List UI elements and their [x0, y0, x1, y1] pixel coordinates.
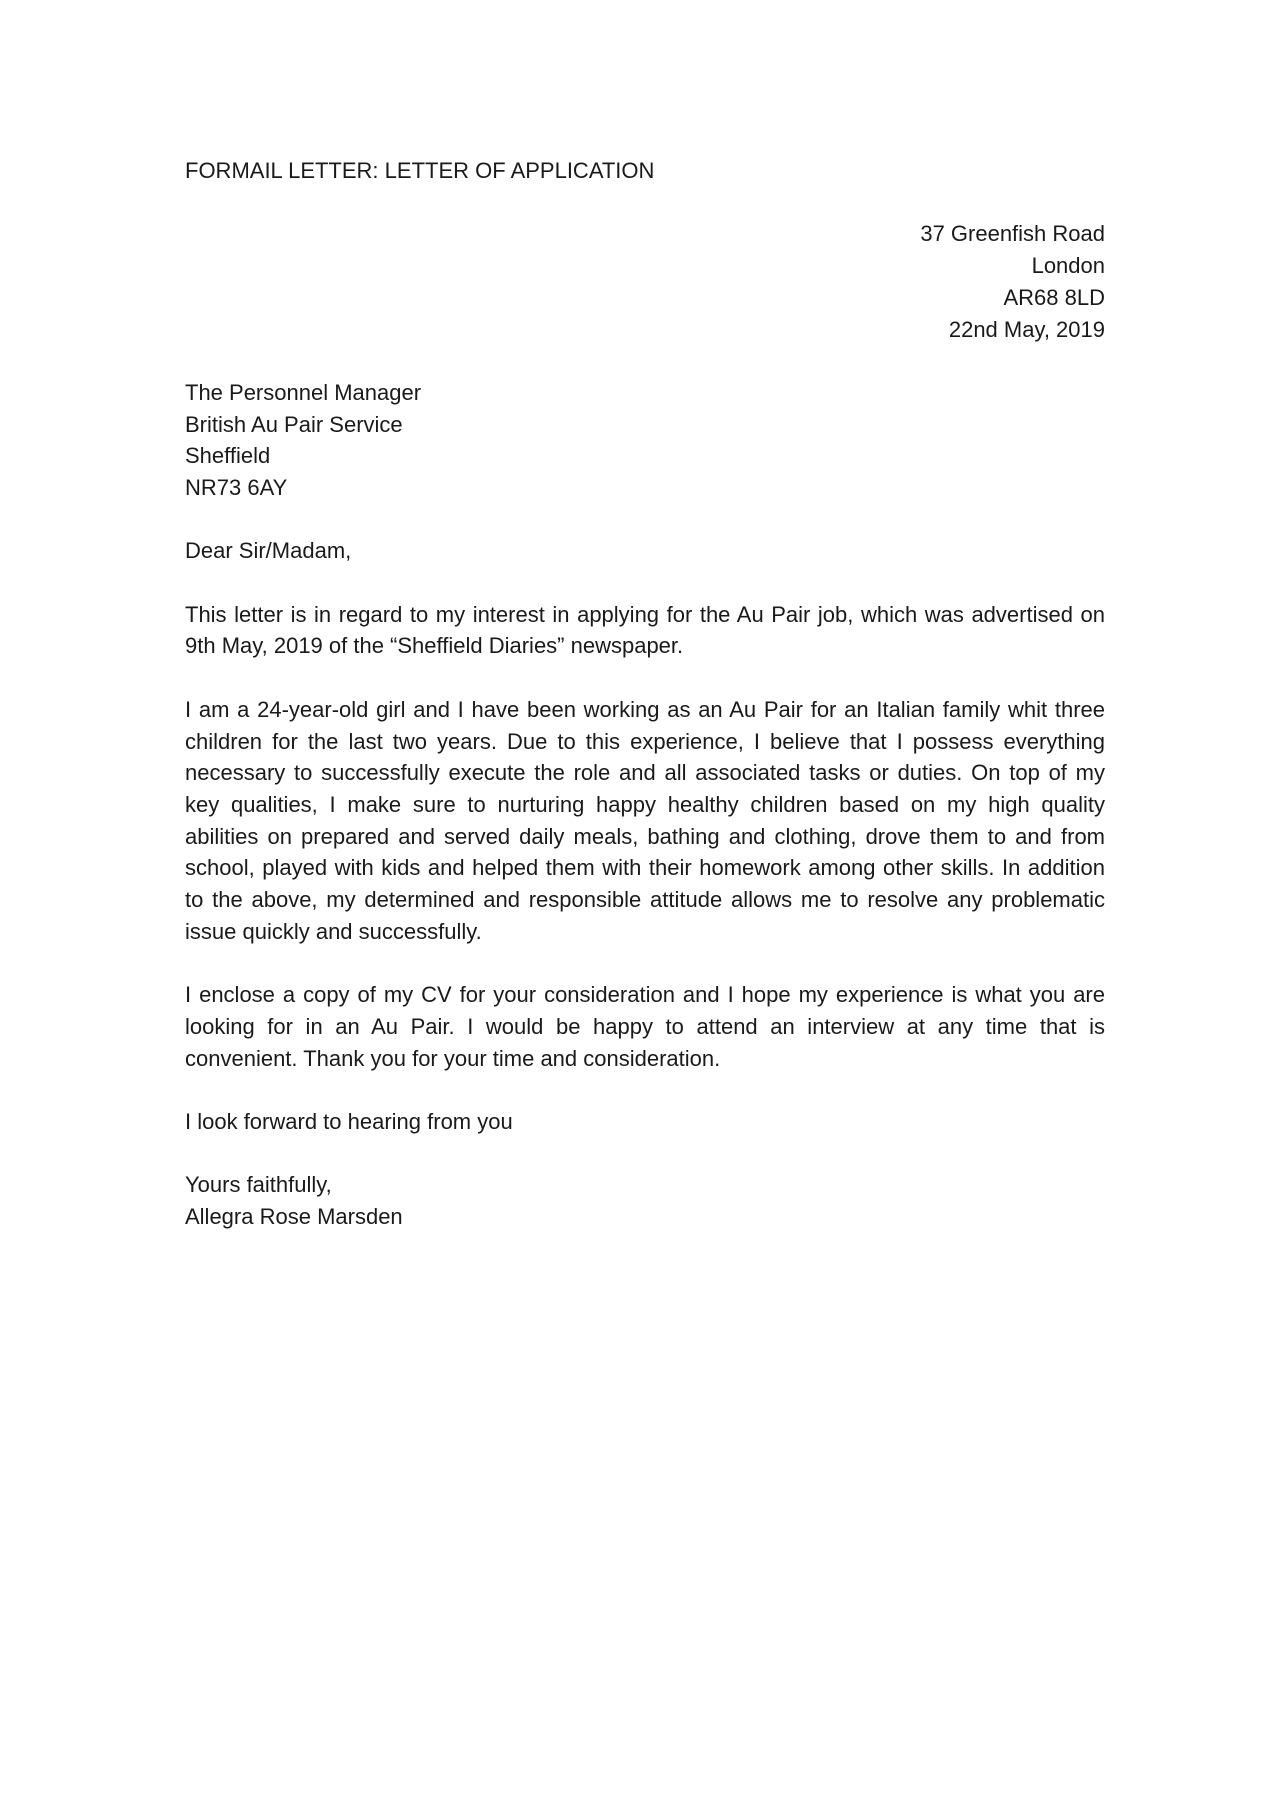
body-paragraph-2: I am a 24-year-old girl and I have been working as an Au Pair for an Italian family whit three children for the last two years. Due to this experience, I believe that I possess everything necessary to successfully execute the role and all associated tasks or duties. On top of my key qualities, I make sure to nurturing happy healthy children based on my high quality abilities on prepared and served daily meals, bathing and clothing, drove them to and from school, played with kids and helped them with their homework among other skills. In addition to the above, my determined and responsible attitude allows me to resolve any problematic issue quickly and successfully. [185, 696, 1105, 944]
signature-name: Allegra Rose Marsden [185, 1204, 403, 1230]
sender-street: 37 Greenfish Road [920, 221, 1105, 247]
recipient-line-1: The Personnel Manager [185, 379, 422, 405]
letter-content [185, 155, 1105, 1233]
signoff: Yours faithfully, [185, 1172, 332, 1198]
sender-city: London [1031, 253, 1105, 279]
letter-date: 22nd May, 2019 [948, 316, 1105, 342]
recipient-line-3: Sheffield [185, 443, 271, 469]
body-paragraph-3: I enclose a copy of my CV for your consideration and I hope my experience is what you are looking for in an Au Pair. I would be happy to attend an interview at any time that is convenient. Thank you for your time and consideration. [185, 982, 1105, 1071]
recipient-line-2: British Au Pair Service [185, 411, 403, 437]
sender-address [185, 218, 1105, 345]
recipient-address [185, 377, 1105, 504]
signoff-block [185, 1169, 1105, 1232]
sender-postcode: AR68 8LD [1003, 284, 1105, 310]
salutation: Dear Sir/Madam, [185, 538, 352, 564]
closing-line: I look forward to hearing from you [185, 1108, 513, 1134]
letter-title: FORMAIL LETTER: LETTER OF APPLICATION [185, 158, 655, 183]
recipient-line-4: NR73 6AY [185, 475, 288, 500]
body-paragraph-1: This letter is in regard to my interest in applying for the Au Pair job, which was advertised on 9th May, 2019 of the “Sheffield Diaries” newspaper. [185, 601, 1105, 659]
